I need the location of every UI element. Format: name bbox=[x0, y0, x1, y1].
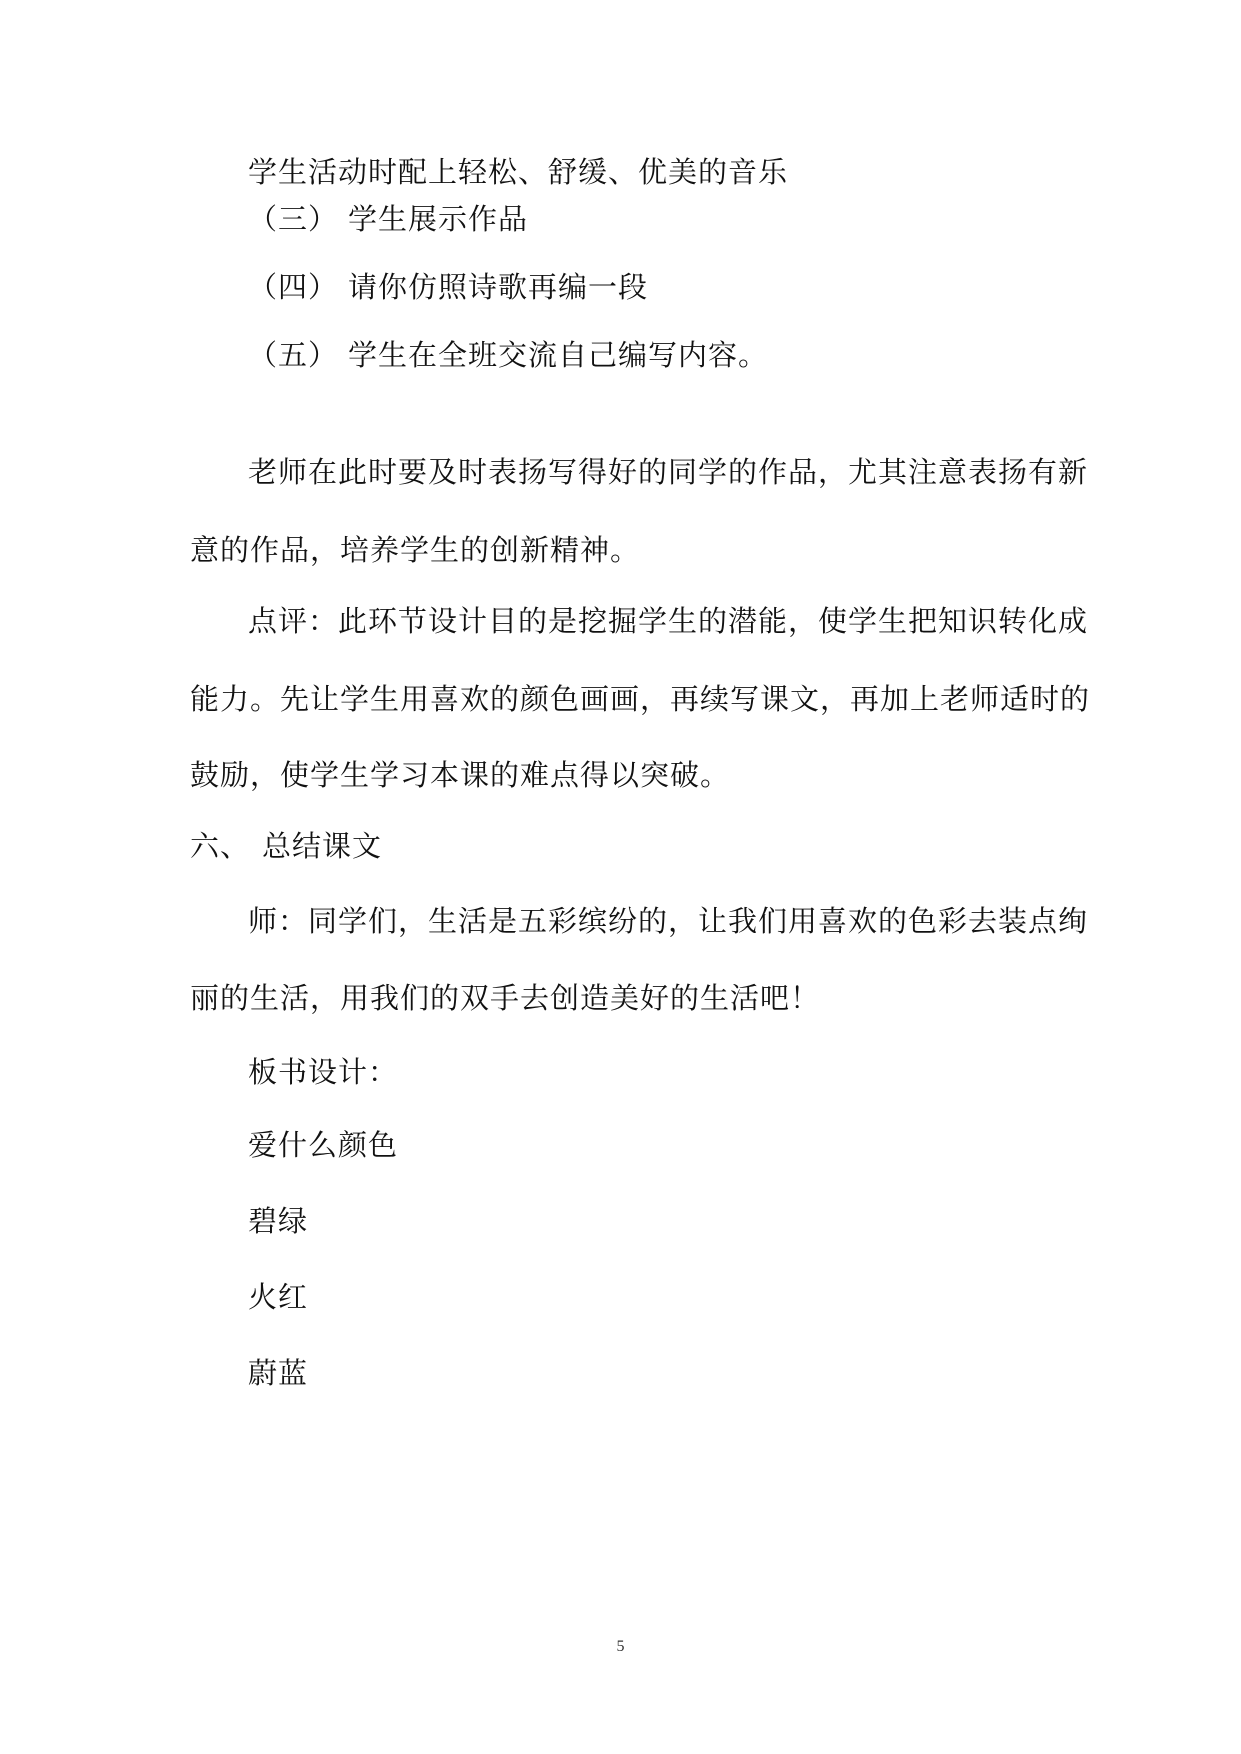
section-six bbox=[190, 828, 382, 864]
paragraph-comment-line-3: 鼓励，使学生学习本课的难点得以突破。 bbox=[190, 758, 731, 792]
section-three bbox=[248, 201, 528, 237]
paragraph-music: 学生活动时配上轻松、舒缓、优美的音乐 bbox=[248, 155, 789, 189]
section-five bbox=[248, 337, 768, 373]
paragraph-teacher-line-1: 师：同学们，生活是五彩缤纷的，让我们用喜欢的色彩去装点绚 bbox=[248, 904, 1089, 938]
paragraph-teacher-line-2: 丽的生活，用我们的双手去创造美好的生活吧！ bbox=[190, 981, 821, 1015]
section-title: 请你仿照诗歌再编一段 bbox=[348, 270, 649, 304]
page-number: 5 bbox=[616, 1638, 625, 1655]
paragraph-comment-line-1: 点评：此环节设计目的是挖掘学生的潜能，使学生把知识转化成 bbox=[248, 604, 1089, 638]
section-number: （三） bbox=[248, 202, 339, 236]
board-item: 蔚蓝 bbox=[248, 1356, 309, 1390]
board-design-heading: 板书设计： bbox=[248, 1055, 399, 1089]
section-title: 学生在全班交流自己编写内容。 bbox=[348, 338, 769, 372]
section-number: 六、 bbox=[190, 829, 251, 863]
paragraph-praise-line-2: 意的作品，培养学生的创新精神。 bbox=[190, 533, 641, 567]
section-number: （五） bbox=[248, 338, 339, 372]
section-four bbox=[248, 269, 648, 305]
section-number: （四） bbox=[248, 270, 339, 304]
board-item: 爱什么颜色 bbox=[248, 1128, 399, 1162]
section-title: 总结课文 bbox=[262, 829, 383, 863]
board-item: 碧绿 bbox=[248, 1204, 309, 1238]
paragraph-praise-line-1: 老师在此时要及时表扬写得好的同学的作品，尤其注意表扬有新 bbox=[248, 455, 1089, 489]
board-item: 火红 bbox=[248, 1280, 309, 1314]
paragraph-comment-line-2: 能力。先让学生用喜欢的颜色画画，再续写课文，再加上老师适时的 bbox=[190, 682, 1091, 716]
section-title: 学生展示作品 bbox=[348, 202, 529, 236]
